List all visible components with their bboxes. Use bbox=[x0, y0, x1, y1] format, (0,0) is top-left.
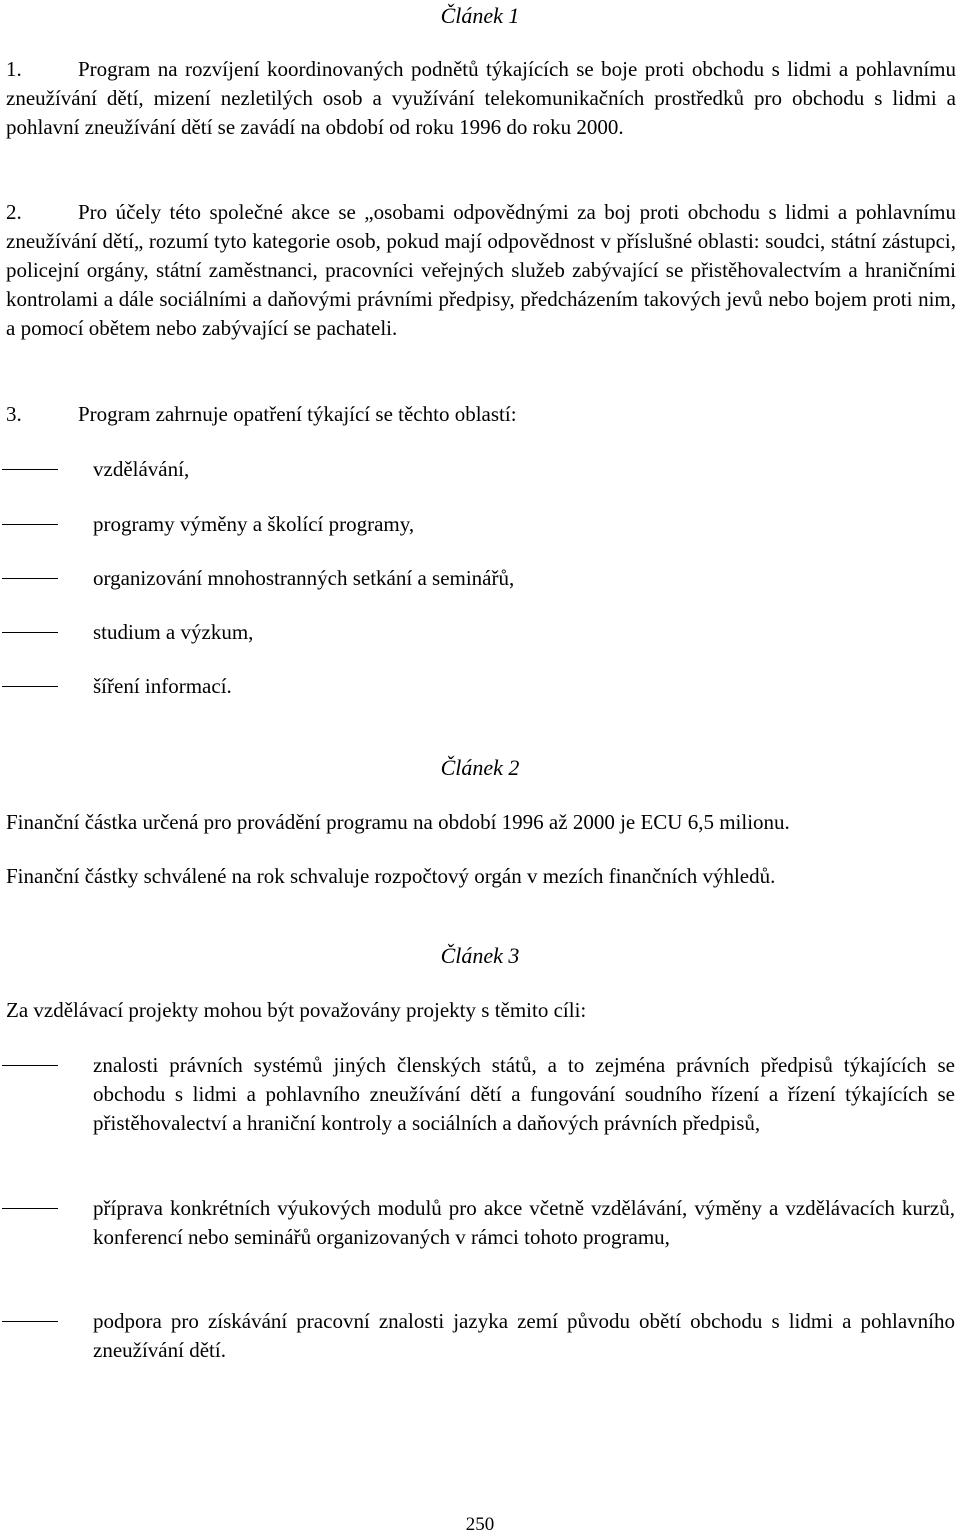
paragraph-number: 2. bbox=[6, 200, 22, 224]
dash-bullet bbox=[2, 1065, 58, 1066]
paragraph-text: Program zahrnuje opatření týkající se těchto oblastí: bbox=[78, 402, 517, 426]
list-item-text: šíření informací. bbox=[93, 674, 232, 698]
dash-bullet bbox=[2, 632, 58, 633]
article-2-line-1: Finanční částka určená pro provádění programu na období 1996 až 2000 je ECU 6,5 milionu. bbox=[6, 810, 790, 834]
paragraph-text: Pro účely této společné akce se „osobami odpovědnými za boj proti obchodu s lidmi a pohlavnímu zneužívání dětí„ rozumí tyto kategorie osob, pokud mají odpovědnost v příslušné oblasti: soudci, státní zástupci, policejní orgány, státní zaměstnanci, pracovníci veřejných služeb zabývající se přistěhovalectvím a hraničními kontrolami a dále sociálními a daňovými právními předpisy, předcházením takových jevů nebo bojem proti nim, a pomocí obětem nebo zabývající se pachateli. bbox=[6, 200, 956, 340]
dash-bullet bbox=[2, 1208, 58, 1209]
dash-bullet bbox=[2, 524, 58, 525]
list-item-text: programy výměny a školící programy, bbox=[93, 512, 415, 536]
page-number: 250 bbox=[465, 1514, 495, 1535]
list-item-text: vzdělávání, bbox=[93, 457, 190, 481]
article-1-paragraph-1 bbox=[6, 55, 956, 142]
article-2-line-2: Finanční částky schválené na rok schvaluje rozpočtový orgán v mezích finančních výhledů. bbox=[6, 864, 776, 888]
article-2-heading: Článek 2 bbox=[440, 755, 520, 780]
dash-bullet bbox=[2, 686, 58, 687]
paragraph-number: 1. bbox=[6, 57, 22, 81]
article-1-heading: Článek 1 bbox=[440, 3, 520, 28]
article-3-heading: Článek 3 bbox=[440, 943, 520, 968]
list-item-text: podpora pro získávání pracovní znalosti jazyka zemí původu obětí obchodu s lidmi a pohlavního zneužívání dětí. bbox=[93, 1309, 955, 1362]
article-3-intro: Za vzdělávací projekty mohou být považovány projekty s těmito cíli: bbox=[6, 998, 587, 1022]
article-1-paragraph-2 bbox=[6, 198, 956, 343]
dash-bullet bbox=[2, 1321, 58, 1322]
list-item-text: studium a výzkum, bbox=[93, 620, 254, 644]
dash-bullet bbox=[2, 469, 58, 470]
paragraph-number: 3. bbox=[6, 402, 22, 426]
list-item-text: organizování mnohostranných setkání a seminářů, bbox=[93, 566, 515, 590]
paragraph-text: Program na rozvíjení koordinovaných podnětů týkajících se boje proti obchodu s lidmi a pohlavnímu zneužívání dětí, mizení nezletilých osob a využívání telekomunikačních prostředků pro obchodu s lidmi a pohlavní zneužívání dětí se zavádí na období od roku 1996 do roku 2000. bbox=[6, 57, 956, 139]
list-item-text: příprava konkrétních výukových modulů pro akce včetně vzdělávání, výměny a vzdělávacích kurzů, konferencí nebo seminářů organizovaných v rámci tohoto programu, bbox=[93, 1196, 955, 1249]
article-1-paragraph-3 bbox=[6, 400, 956, 429]
dash-bullet bbox=[2, 578, 58, 579]
list-item-text: znalosti právních systémů jiných členských států, a to zejména právních předpisů týkajících se obchodu s lidmi a pohlavního zneužívání dětí a fungování soudního řízení a řízení týkajících se přistěhovalectví a hraniční kontroly a sociálních a daňových právních předpisů, bbox=[93, 1053, 955, 1135]
